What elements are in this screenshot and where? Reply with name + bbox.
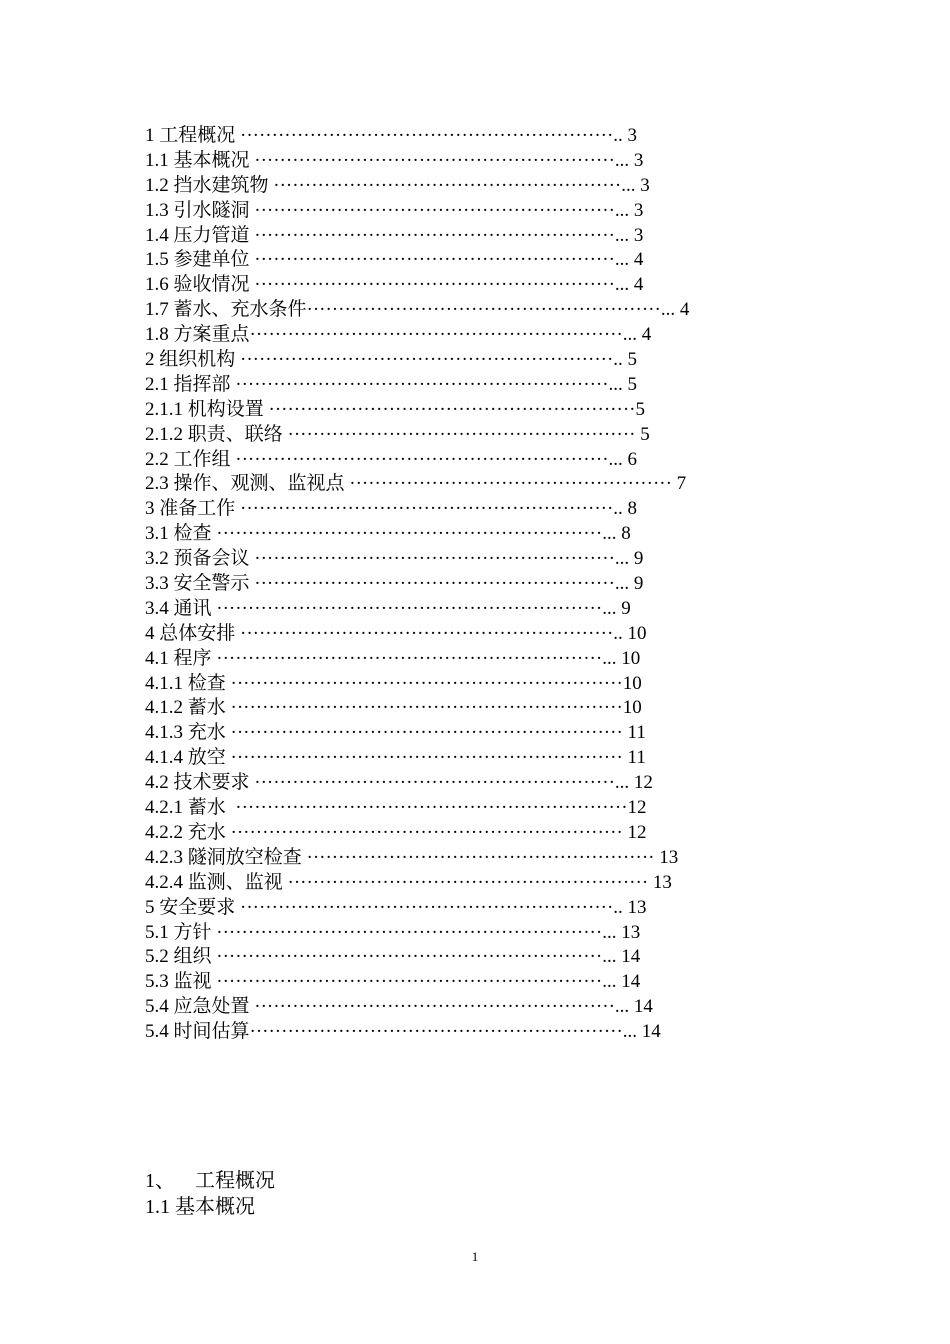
toc-entry-text: 5.2 组织 ·····························································... 14 xyxy=(145,946,641,968)
toc-entry-text: 4.2.1 蓄水 ······························································12 xyxy=(145,797,647,819)
toc-entry-text: 5.4 应急处置 ·························································... 14 xyxy=(145,996,653,1018)
toc-entry[interactable] xyxy=(145,273,785,298)
toc-entry[interactable] xyxy=(145,373,785,398)
toc-entry[interactable] xyxy=(145,771,785,796)
toc-entry[interactable] xyxy=(145,323,785,348)
toc-entry-text: 5.3 监视 ·····························································... 14 xyxy=(145,971,641,993)
toc-entry[interactable] xyxy=(145,647,785,672)
toc-entry[interactable] xyxy=(145,970,785,995)
toc-entry-text: 1.7 蓄水、充水条件························································... 4 xyxy=(145,299,690,321)
toc-entry-text: 2.2 工作组 ···························································... 6 xyxy=(145,448,638,470)
toc-entry-text: 1.8 方案重点···························································... 4 xyxy=(145,324,652,346)
toc-entry[interactable] xyxy=(145,348,785,373)
toc-entry[interactable] xyxy=(145,821,785,846)
subsection-heading: 1.1 基本概况 xyxy=(145,1196,255,1218)
toc-entry[interactable] xyxy=(145,945,785,970)
toc-entry-text: 3.1 检查 ·····························································... 8 xyxy=(145,523,631,545)
toc-entry-text: 4.2 技术要求 ·························································... 12 xyxy=(145,772,653,794)
toc-entry-text: 2.3 操作、观测、监视点 ··················································· 7 xyxy=(145,473,687,495)
toc-entry[interactable] xyxy=(145,199,785,224)
toc-entry[interactable] xyxy=(145,672,785,697)
toc-entry-text: 4.1.4 放空 ······························································ 11 xyxy=(145,747,646,769)
toc-entry-text: 4 总体安排 ···························································.. 10 xyxy=(145,622,647,644)
toc-entry-text: 4.2.2 充水 ······························································ 12 xyxy=(145,821,647,843)
toc-entry-text: 2.1.1 机构设置 ··························································5 xyxy=(145,398,645,420)
toc-entry-text: 4.2.3 隧洞放空检查 ······················································· 13 xyxy=(145,846,679,868)
toc-entry[interactable] xyxy=(145,1020,785,1045)
page-number: 1 xyxy=(471,1249,479,1264)
toc-entry[interactable] xyxy=(145,448,785,473)
toc-entry[interactable] xyxy=(145,597,785,622)
toc-entry[interactable] xyxy=(145,796,785,821)
toc-entry[interactable] xyxy=(145,149,785,174)
table-of-contents xyxy=(145,124,785,1045)
toc-entry[interactable] xyxy=(145,248,785,273)
toc-entry-text: 1.1 基本概况 ·························································... 3 xyxy=(145,149,644,171)
toc-entry[interactable] xyxy=(145,497,785,522)
toc-entry-text: 2.1 指挥部 ···························································... 5 xyxy=(145,373,638,395)
toc-entry-text: 3 准备工作 ···························································.. 8 xyxy=(145,498,638,520)
toc-entry-text: 4.2.4 监测、监视 ························································· 13 xyxy=(145,871,672,893)
toc-entry[interactable] xyxy=(145,846,785,871)
toc-entry-text: 5 安全要求 ···························································.. 13 xyxy=(145,896,647,918)
toc-entry-text: 3.2 预备会议 ·························································... 9 xyxy=(145,548,644,570)
toc-entry[interactable] xyxy=(145,896,785,921)
toc-entry[interactable] xyxy=(145,622,785,647)
toc-entry[interactable] xyxy=(145,398,785,423)
toc-entry[interactable] xyxy=(145,423,785,448)
toc-entry-text: 5.4 时间估算···························································... 14 xyxy=(145,1021,661,1043)
toc-entry-text: 1.5 参建单位 ·························································... 4 xyxy=(145,249,644,271)
toc-entry[interactable] xyxy=(145,572,785,597)
toc-entry[interactable] xyxy=(145,921,785,946)
toc-entry[interactable] xyxy=(145,224,785,249)
toc-entry[interactable] xyxy=(145,174,785,199)
toc-entry[interactable] xyxy=(145,746,785,771)
toc-entry-text: 1.4 压力管道 ·························································... 3 xyxy=(145,224,644,246)
toc-entry-text: 1.3 引水隧洞 ·························································... 3 xyxy=(145,199,644,221)
toc-entry-text: 5.1 方针 ·····························································... 13 xyxy=(145,921,641,943)
toc-entry-text: 1.6 验收情况 ·························································... 4 xyxy=(145,274,644,296)
toc-entry-text: 2.1.2 职责、联络 ······················································· 5 xyxy=(145,423,650,445)
toc-entry-text: 4.1 程序 ·····························································... 10 xyxy=(145,647,641,669)
toc-entry-text: 3.3 安全警示 ·························································... 9 xyxy=(145,573,644,595)
toc-entry[interactable] xyxy=(145,472,785,497)
toc-entry[interactable] xyxy=(145,721,785,746)
toc-entry[interactable] xyxy=(145,995,785,1020)
toc-entry[interactable] xyxy=(145,522,785,547)
toc-entry-text: 1 工程概况 ···························································.. 3 xyxy=(145,125,638,146)
toc-entry[interactable] xyxy=(145,547,785,572)
toc-entry[interactable] xyxy=(145,871,785,896)
toc-entry[interactable] xyxy=(145,696,785,721)
toc-entry-text: 4.1.1 检查 ······························································10 xyxy=(145,672,642,694)
toc-entry-text: 1.2 挡水建筑物 ·······················································... 3 xyxy=(145,174,650,196)
toc-entry-text: 2 组织机构 ···························································.. 5 xyxy=(145,349,638,371)
toc-entry-text: 4.1.2 蓄水 ······························································10 xyxy=(145,697,642,719)
toc-entry[interactable] xyxy=(145,124,785,149)
toc-entry-text: 4.1.3 充水 ······························································ 11 xyxy=(145,722,646,744)
toc-entry-text: 3.4 通讯 ·····························································... 9 xyxy=(145,597,631,619)
toc-entry[interactable] xyxy=(145,298,785,323)
section-heading: 1、 工程概况 xyxy=(145,1170,275,1192)
